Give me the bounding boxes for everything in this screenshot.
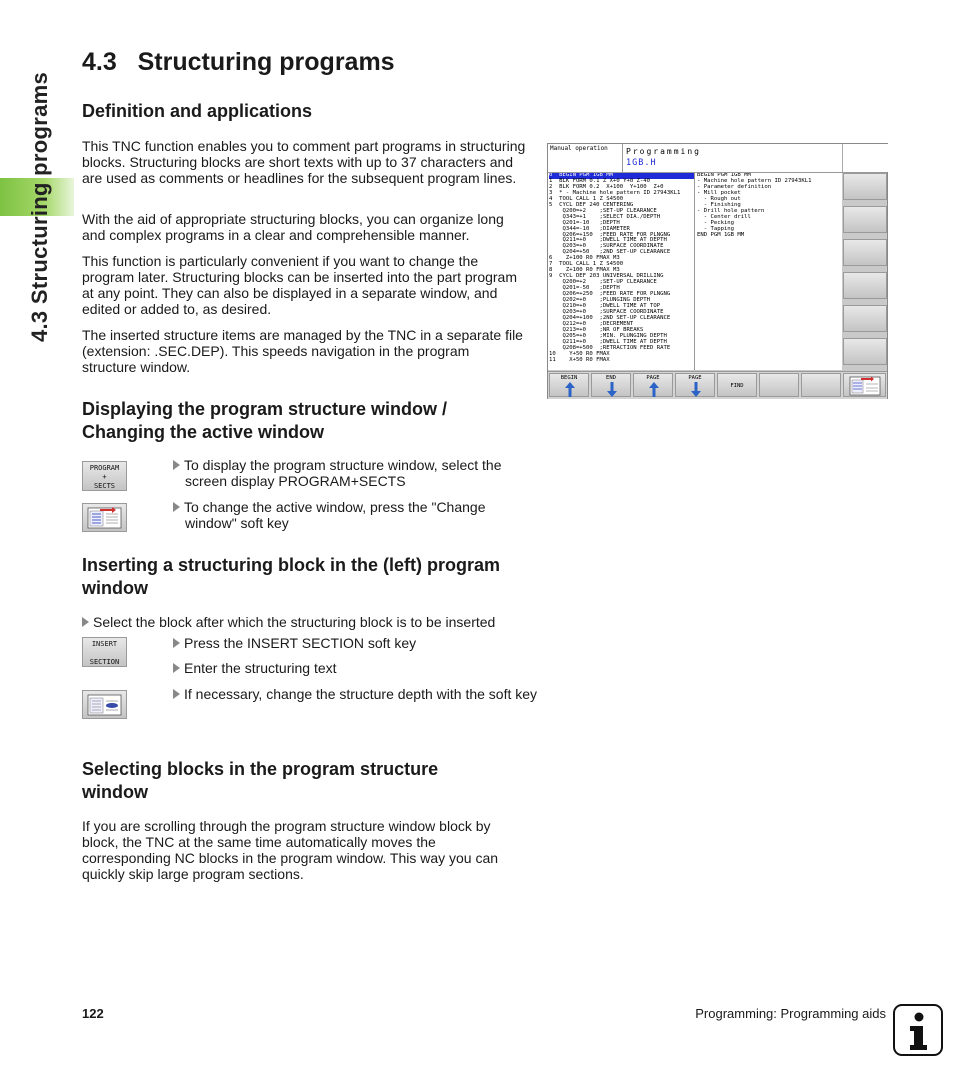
program-line[interactable]: Q201=-50 ;DEPTH <box>549 285 620 292</box>
vertical-softkey[interactable] <box>843 206 887 233</box>
arrow-bullet-icon <box>173 638 180 648</box>
structure-line[interactable]: - Center drill <box>697 213 751 220</box>
page-number: 122 <box>82 1006 104 1021</box>
program-line[interactable]: 4 TOOL CALL 1 Z S4500 <box>549 195 624 202</box>
program-line[interactable]: Q212=+0 ;DECREMENT <box>549 320 634 327</box>
program-window[interactable] <box>548 173 695 370</box>
section-displaying-title <box>82 398 532 444</box>
softkey-find[interactable]: FIND <box>717 373 757 397</box>
arrow-bullet-icon <box>82 617 89 627</box>
arrow-down-icon <box>607 382 617 397</box>
vertical-softkey[interactable] <box>843 272 887 299</box>
structure-line[interactable]: BEGIN PGM 1GB MM <box>697 173 751 178</box>
program-line[interactable]: 0 BEGIN PGM 1GB MM <box>549 173 694 179</box>
horizontal-softkey-bar <box>548 371 887 399</box>
program-lines <box>548 173 694 364</box>
mode-left-label: Manual operation <box>550 145 608 152</box>
arrow-up-icon <box>649 382 659 397</box>
selecting-paragraph: If you are scrolling through the program structure window block by block, the TNC at the same time automatically moves the corresponding NC blocks in the program window. This way you can quickly skip large program sections. <box>82 818 499 882</box>
section-definition-title: Definition and applications <box>82 101 313 121</box>
structure-line[interactable]: - Rough out <box>697 195 741 202</box>
program-line[interactable]: 9 CYCL DEF 203 UNIVERSAL DRILLING <box>549 273 664 280</box>
structure-line[interactable]: - Finishing <box>697 201 741 208</box>
program-line[interactable]: 1 BLK FORM 0.1 Z X+0 Y+0 Z-40 <box>549 177 651 184</box>
program-line[interactable]: Q206=+250 ;FEED RATE FOR PLNGNG <box>549 291 671 298</box>
insert-section-softkey[interactable] <box>82 637 127 667</box>
structure-depth-icon <box>83 691 126 718</box>
program-line[interactable]: 10 Y+50 R0 FMAX <box>549 350 610 357</box>
program-sects-softkey-label: PROGRAM + SECTS <box>89 464 120 490</box>
program-line[interactable]: Q344=-10 ;DIAMETER <box>549 225 630 232</box>
program-line[interactable]: Q202=+0 ;PLUNGING DEPTH <box>549 297 651 304</box>
program-line[interactable]: Q208=+500 ;RETRACTION FEED RATE <box>549 344 671 351</box>
program-line[interactable]: Q213=+0 ;NR OF BREAKS <box>549 326 644 333</box>
program-line[interactable]: Q210=+0 ;DWELL TIME AT TOP <box>549 302 661 309</box>
softkey-empty[interactable] <box>801 373 841 397</box>
side-tab-label: 4.3 Structuring programs <box>27 71 52 343</box>
vertical-softkey[interactable] <box>843 173 887 200</box>
softkey-page-down[interactable]: PAGE <box>675 373 715 397</box>
inserting-lead-step: Select the block after which the structuring block is to be inserted <box>82 614 532 630</box>
softkey-change-window[interactable] <box>843 373 886 397</box>
vertical-softkey[interactable] <box>843 305 887 332</box>
softkey-page-up[interactable]: PAGE <box>633 373 673 397</box>
softkey-empty[interactable] <box>759 373 799 397</box>
softkey-begin[interactable]: BEGIN <box>549 373 589 397</box>
footer-chapter: Programming: Programming aids <box>695 1006 886 1021</box>
program-sects-softkey[interactable] <box>82 461 127 491</box>
arrow-bullet-icon <box>173 689 180 699</box>
screen-header <box>548 144 887 173</box>
definition-paragraph-2: With the aid of appropriate structuring blocks, you can organize long and complex programs in a clear and comprehensible manner. <box>82 211 504 243</box>
displaying-step-2: To change the active window, press the "Change window" soft key <box>173 499 540 531</box>
structure-depth-softkey[interactable] <box>82 690 127 719</box>
program-line[interactable]: Q206=+150 ;FEED RATE FOR PLNGNG <box>549 231 671 238</box>
structure-line[interactable]: END PGM 1GB MM <box>697 231 745 238</box>
program-line[interactable]: Q343=+1 ;SELECT DIA./DEPTH <box>549 213 661 220</box>
file-name-label: 1GB.H <box>626 158 657 168</box>
program-line[interactable]: Q203=+0 ;SURFACE COORDINATE <box>549 243 664 250</box>
structure-line[interactable]: - Drill hole pattern <box>697 207 765 214</box>
definition-paragraph-4: The inserted structure items are managed by the TNC in a separate file (extension: .SEC.DEP). This speeds navigation in the program structure window. <box>82 327 523 375</box>
program-line[interactable]: Q211=+0 ;DWELL TIME AT DEPTH <box>549 338 667 345</box>
arrow-down-icon <box>691 382 701 397</box>
change-window-icon <box>849 376 881 396</box>
structure-line[interactable]: - Mill pocket <box>697 189 741 196</box>
tnc-screenshot <box>547 143 888 399</box>
mode-right-label: Programming <box>626 147 701 156</box>
structure-lines <box>695 173 842 238</box>
softkey-end[interactable]: END <box>591 373 631 397</box>
structure-line[interactable]: - Tapping <box>697 225 735 232</box>
arrow-bullet-icon <box>173 502 180 512</box>
heading-number: 4.3 <box>82 48 117 76</box>
program-line[interactable]: Q205=+0 ;MIN. PLUNGING DEPTH <box>549 332 667 339</box>
program-line[interactable]: Q200=+2 ;SET-UP CLEARANCE <box>549 279 657 286</box>
structure-line[interactable]: - Pecking <box>697 219 735 226</box>
inserting-title-line2: window <box>82 578 148 598</box>
heading-title: Structuring programs <box>137 48 395 76</box>
arrow-bullet-icon <box>173 460 180 470</box>
program-line[interactable]: 8 Z+100 R0 FMAX M3 <box>549 267 620 274</box>
structure-line[interactable]: - Parameter definition <box>697 183 772 190</box>
program-line[interactable]: 6 Z+100 R0 FMAX M3 <box>549 255 620 262</box>
inserting-title-line1: Inserting a structuring block in the (left) program <box>82 555 501 575</box>
selecting-title-line1: Selecting blocks in the program structure <box>82 759 439 779</box>
program-line[interactable]: Q203=+0 ;SURFACE COORDINATE <box>549 308 664 315</box>
definition-paragraph-3: This function is particularly convenient if you want to change the program later. Structuring blocks can be inserted into the part program at any point. They can also be displayed in a separate window, and edited or added to, as desired. <box>82 253 517 317</box>
info-icon <box>893 1004 943 1056</box>
vertical-softkey[interactable] <box>843 338 887 365</box>
program-line[interactable]: 7 TOOL CALL 1 Z S4500 <box>549 261 624 268</box>
program-line[interactable]: 5 CYCL DEF 240 CENTERING <box>549 201 634 208</box>
inserting-step-2: Enter the structuring text <box>173 660 528 676</box>
vertical-softkey-bar <box>843 173 887 370</box>
program-line[interactable]: 2 BLK FORM 0.2 X+100 Y+100 Z+0 <box>549 183 664 190</box>
definition-paragraph-1: This TNC function enables you to comment part programs in structuring blocks. Structuring blocks are short texts with up to 37 characters and are used as comments or headlines for the subsequent program lines. <box>82 138 526 186</box>
program-line[interactable]: 11 X+50 R0 FMAX <box>549 356 610 363</box>
insert-section-softkey-label: INSERT SECTION <box>89 640 120 666</box>
section-selecting-title <box>82 758 532 804</box>
program-line[interactable]: Q201=-10 ;DEPTH <box>549 219 620 226</box>
arrow-up-icon <box>565 382 575 397</box>
program-line[interactable]: Q200=+2 ;SET-UP CLEARANCE <box>549 207 657 214</box>
selecting-title-line2: window <box>82 782 148 802</box>
program-line[interactable]: Q204=+100 ;2ND SET-UP CLEARANCE <box>549 314 671 321</box>
vertical-softkey[interactable] <box>843 239 887 266</box>
displaying-step-1: To display the program structure window, select the screen display PROGRAM+SECTS <box>173 457 540 489</box>
change-window-softkey[interactable] <box>82 503 127 532</box>
side-tab-label-wrapper <box>20 52 60 362</box>
program-line[interactable]: 3 * - Machine hole pattern ID 27943KL1 <box>549 189 681 196</box>
change-window-icon <box>83 504 126 531</box>
arrow-bullet-icon <box>173 663 180 673</box>
displaying-title-line2: Changing the active window <box>82 422 325 442</box>
section-inserting-title <box>82 554 542 600</box>
structure-window[interactable] <box>695 173 842 370</box>
page-heading <box>82 48 395 77</box>
structure-line[interactable]: - Machine hole pattern ID 27943KL1 <box>697 177 812 184</box>
inserting-step-3: If necessary, change the structure depth with the soft key <box>173 686 540 702</box>
inserting-step-1: Press the INSERT SECTION soft key <box>173 635 528 651</box>
program-line[interactable]: Q204=+50 ;2ND SET-UP CLEARANCE <box>549 249 671 256</box>
displaying-title-line1: Displaying the program structure window / <box>82 399 448 419</box>
program-line[interactable]: Q211=+0 ;DWELL TIME AT DEPTH <box>549 237 667 244</box>
